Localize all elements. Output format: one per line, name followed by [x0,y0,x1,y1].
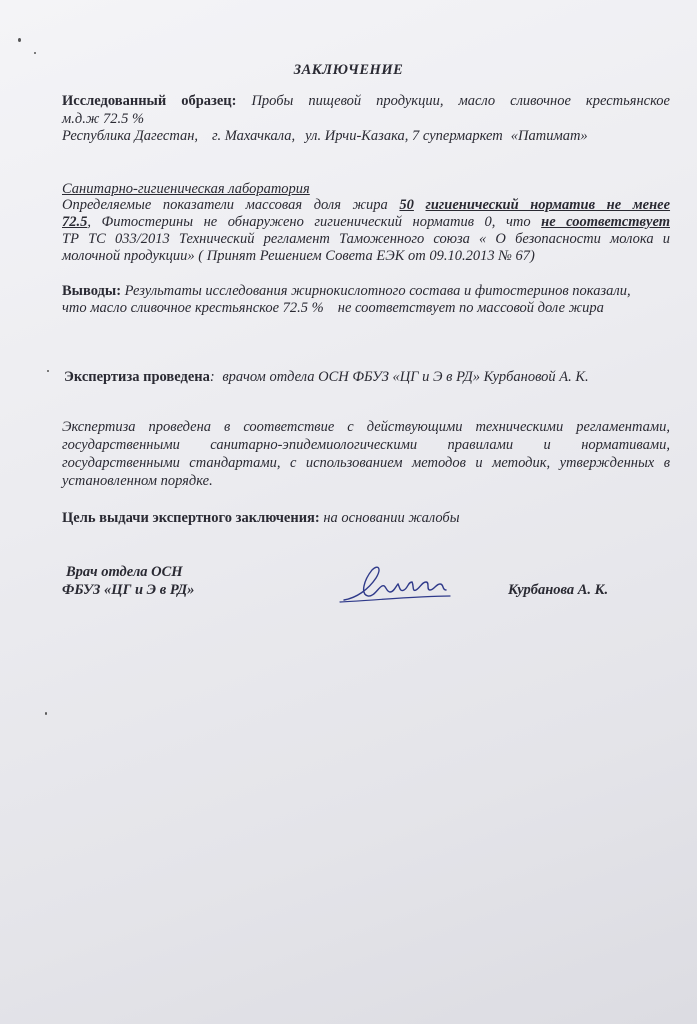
conclusion-label: Выводы: [62,283,122,299]
purpose-text: на основании жалобы [323,510,460,526]
sample-text-4: крестьянское [585,93,670,109]
signer-name: Курбанова А. К. [508,582,609,598]
lab-phytosterols: , Фитостерины не обнаружено гигиенический норматив 0, что [87,214,531,230]
conclusion-line-2 [62,299,604,317]
speck [47,370,49,372]
expertise-text: врачом отдела ОСН ФБУЗ «ЦГ и Э в РД» Курбановой А. К. [222,369,589,385]
speck [18,38,21,42]
lab-line-4: молочной продукции» ( Принят Решением Совета ЕЭК от 09.10.2013 № 67) [62,248,535,264]
speck [45,712,47,715]
lab-norm-label: гигиенический норматив не менее [425,197,671,213]
lab-indicators-label: Определяемые показатели [62,197,235,213]
address-store: «Патимат» [510,128,588,144]
address-republic: Республика Дагестан, [62,128,199,144]
address-city: г. Махачкала, [212,128,296,144]
lab-norm-value: 72.5 [62,214,88,230]
signer-role-1: Врач отдела ОСН [66,564,183,580]
expertise-colon: : [209,369,215,385]
lab-verdict: не соответствует [541,214,670,230]
purpose-label: Цель выдачи экспертного заключения: [62,510,320,526]
document-title: ЗАКЛЮЧЕНИЕ [293,62,404,78]
conclusion-line-1 [62,282,631,300]
compliance-line-1: Экспертиза проведена в соответствие с действующими техническими регламентами, [62,419,670,435]
conclusion-text-2: что масло сливочное крестьянское 72.5 % [62,300,324,316]
expertise-label: Экспертиза проведена [64,369,210,385]
sample-fat-content: м.д.ж 72.5 % [62,111,145,127]
compliance-line-3: государственными стандартами, с использованием методов и методик, утвержденных в [62,455,670,471]
sample-address [62,127,588,145]
lab-line-1 [62,196,670,214]
speck [34,52,36,54]
sample-line-1 [62,92,670,110]
address-street: ул. Ирчи-Казака, 7 супермаркет [305,128,503,144]
expertise-line [64,368,589,386]
compliance-line-4: установленном порядке. [62,473,213,489]
lab-fat-label: массовая доля жира [245,197,388,213]
conclusion-text-1: Результаты исследования жирнокислотного состава и фитостеринов показали, [124,283,631,299]
lab-line-3: ТР ТС 033/2013 Технический регламент Таможенного союза « О безопасности молока и [62,231,670,247]
lab-name: Санитарно-гигиеническая лаборатория [62,181,310,197]
conclusion-verdict: не соответствует по массовой доле жира [337,300,604,316]
purpose-line [62,509,460,527]
sample-text-2: масло [458,93,496,109]
lab-fat-value: 50 [399,197,414,213]
sample-label: Исследованный образец: [62,93,237,109]
lab-line-2 [62,213,670,231]
handwritten-signature [338,560,468,610]
signer-role-2: ФБУЗ «ЦГ и Э в РД» [62,582,195,598]
sample-text-1: Пробы пищевой продукции, [251,93,444,109]
compliance-line-2: государственными санитарно-эпидемиологическими правилами и нормативами, [62,437,670,453]
sample-text-3: сливочное [510,93,571,109]
